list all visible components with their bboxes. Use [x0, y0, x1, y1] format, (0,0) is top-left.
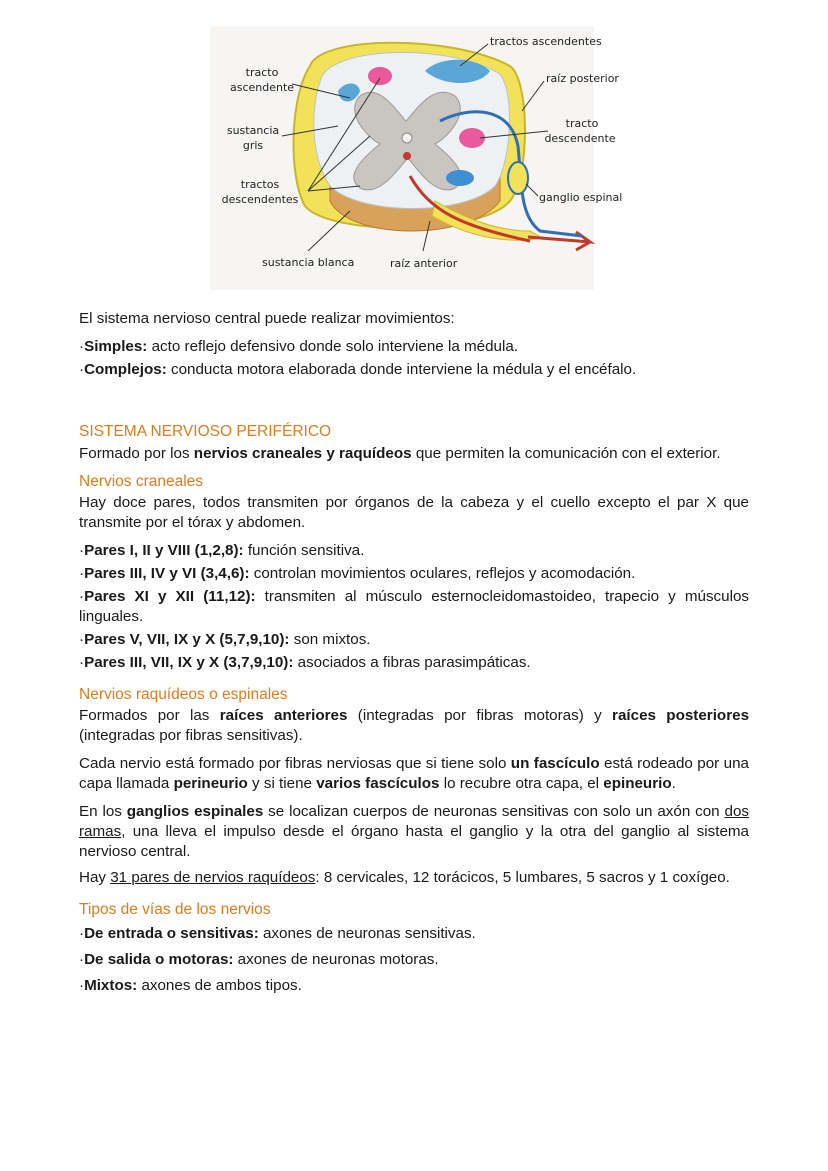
snc-item-simples: ·Simples: acto reflejo defensivo donde solo interviene la médula. — [79, 338, 519, 355]
craneales-item-2: ·Pares III, IV y VI (3,4,6): controlan movimientos oculares, reflejos y acomodación. — [79, 565, 636, 582]
label-tracto-ascendente-2: ascendente — [229, 81, 295, 94]
raquideos-p4: Hay 31 pares de nervios raquídeos: 8 cervicales, 12 torácicos, 5 lumbares, 5 sacros y 1 coxígeo. — [79, 869, 730, 886]
vias-heading: Tipos de vías de los nervios — [79, 901, 271, 918]
label-tracto-descendente-1: tracto — [565, 117, 599, 130]
label-raiz-anterior: raíz anterior — [390, 257, 458, 270]
raquideos-p1: Formados por las raíces anteriores (integradas por fibras motoras) y raíces posteriores (integradas por fibras sensitivas). — [79, 707, 750, 744]
label-raiz-posterior: raíz posterior — [546, 72, 619, 85]
document-body — [79, 309, 749, 996]
label-ganglio-espinal: ganglio espinal — [539, 191, 623, 204]
label-tracto-ascendente-1: tracto — [245, 66, 279, 79]
raquideos-heading: Nervios raquídeos o espinales — [79, 686, 288, 703]
label-tractos-ascendentes: tractos ascendentes — [490, 35, 602, 48]
label-sustancia-gris-2: gris — [242, 139, 264, 152]
spinal-cord-figure — [210, 26, 623, 290]
craneales-item-3: ·Pares XI y XII (11,12): transmiten al músculo esternocleidomastoideo, trapecio y músculos linguales. — [79, 588, 749, 625]
snc-intro: El sistema nervioso central puede realizar movimientos: — [79, 310, 455, 327]
label-sustancia-gris-1: sustancia — [226, 124, 280, 137]
vias-item-1: ·De entrada o sensitivas: axones de neuronas sensitivas. — [79, 925, 476, 942]
label-sustancia-blanca: sustancia blanca — [262, 256, 355, 269]
craneales-item-1: ·Pares I, II y VIII (1,2,8): función sensitiva. — [79, 542, 365, 559]
spinal-cord-illustration — [210, 26, 623, 290]
snp-intro: Formado por los nervios craneales y raquídeos que permiten la comunicación con el exterior. — [79, 445, 721, 462]
vias-item-3: ·Mixtos: axones de ambos tipos. — [79, 977, 302, 994]
raquideos-p2: Cada nervio está formado por fibras nerviosas que si tiene solo un fascículo está rodeado por una capa llamada perineurio y si tiene varios fascículos lo recubre otra capa, el epineurio. — [79, 755, 749, 792]
craneales-item-5: ·Pares III, VII, IX y X (3,7,9,10): asociados a fibras parasimpáticas. — [79, 654, 531, 671]
raquideos-p3: En los ganglios espinales se localizan cuerpos de neuronas sensitivas con solo un axón con dos ramas, una lleva el impulso desde el órgano hasta el ganglio y la otra del ganglio al sistema nervioso central. — [79, 803, 750, 860]
label-tracto-descendente-2: descendente — [544, 132, 616, 145]
snp-heading: SISTEMA NERVIOSO PERIFÉRICO — [79, 423, 332, 440]
craneales-heading: Nervios craneales — [79, 473, 204, 490]
vias-item-2: ·De salida o motoras: axones de neuronas motoras. — [79, 951, 439, 968]
craneales-item-4: ·Pares V, VII, IX y X (5,7,9,10): son mixtos. — [79, 631, 371, 648]
snc-item-complejos: ·Complejos: conducta motora elaborada donde interviene la médula y el encéfalo. — [79, 361, 637, 378]
label-tractos-descendentes-1: tractos — [240, 178, 280, 191]
label-tractos-descendentes-2: descendentes — [221, 193, 299, 206]
craneales-intro: Hay doce pares, todos transmiten por órganos de la cabeza y el cuello excepto el par X que transmite por el tórax y abdomen. — [79, 494, 749, 531]
